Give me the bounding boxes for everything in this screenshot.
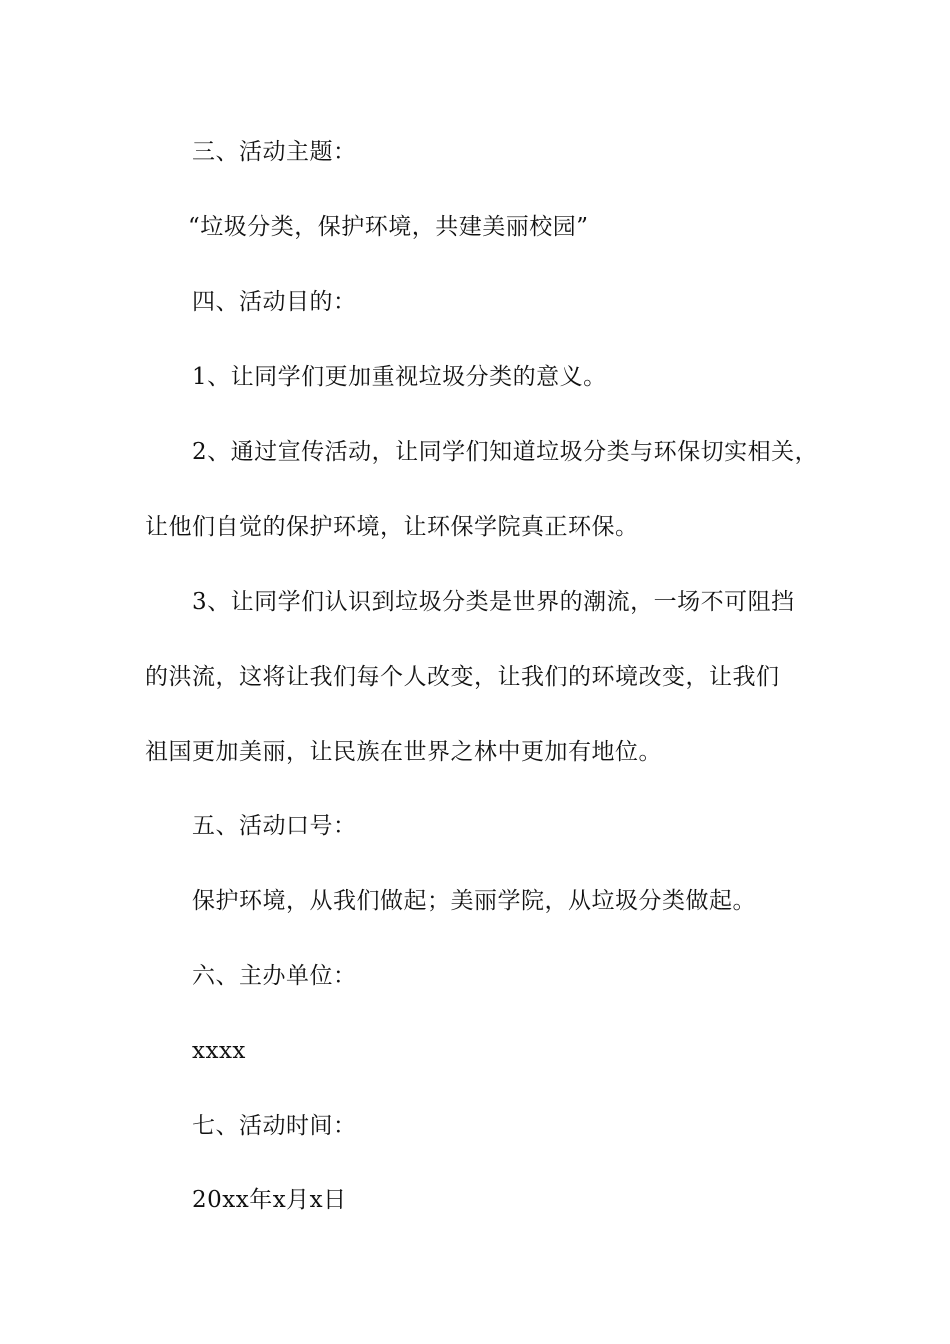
section-heading-theme: 三、活动主题：: [192, 139, 357, 165]
section-heading-slogan: 五、活动口号：: [192, 813, 357, 839]
purpose-item-2-line-2: 让他们自觉的保护环境，让环保学院真正环保。: [145, 514, 639, 540]
purpose-item-1: 1、让同学们更加重视垃圾分类的意义。: [192, 364, 607, 390]
section-heading-purpose: 四、活动目的：: [192, 289, 357, 315]
theme-text: “垃圾分类，保护环境，共建美丽校园”: [188, 214, 589, 240]
purpose-item-3-line-1: 3、让同学们认识到垃圾分类是世界的潮流，一场不可阻挡: [192, 589, 795, 615]
purpose-item-3-line-2: 的洪流，这将让我们每个人改变，让我们的环境改变，让我们: [145, 664, 780, 690]
purpose-item-2-line-1: 2、通过宣传活动，让同学们知道垃圾分类与环保切实相关，: [192, 439, 819, 465]
time-text: 20xx年x月x日: [192, 1187, 347, 1213]
section-heading-time: 七、活动时间：: [192, 1113, 357, 1139]
purpose-item-3-line-3: 祖国更加美丽，让民族在世界之林中更加有地位。: [145, 739, 662, 765]
section-heading-organizer: 六、主办单位：: [192, 963, 357, 989]
organizer-text: xxxx: [192, 1038, 246, 1064]
slogan-text: 保护环境，从我们做起；美丽学院，从垃圾分类做起。: [192, 888, 756, 914]
